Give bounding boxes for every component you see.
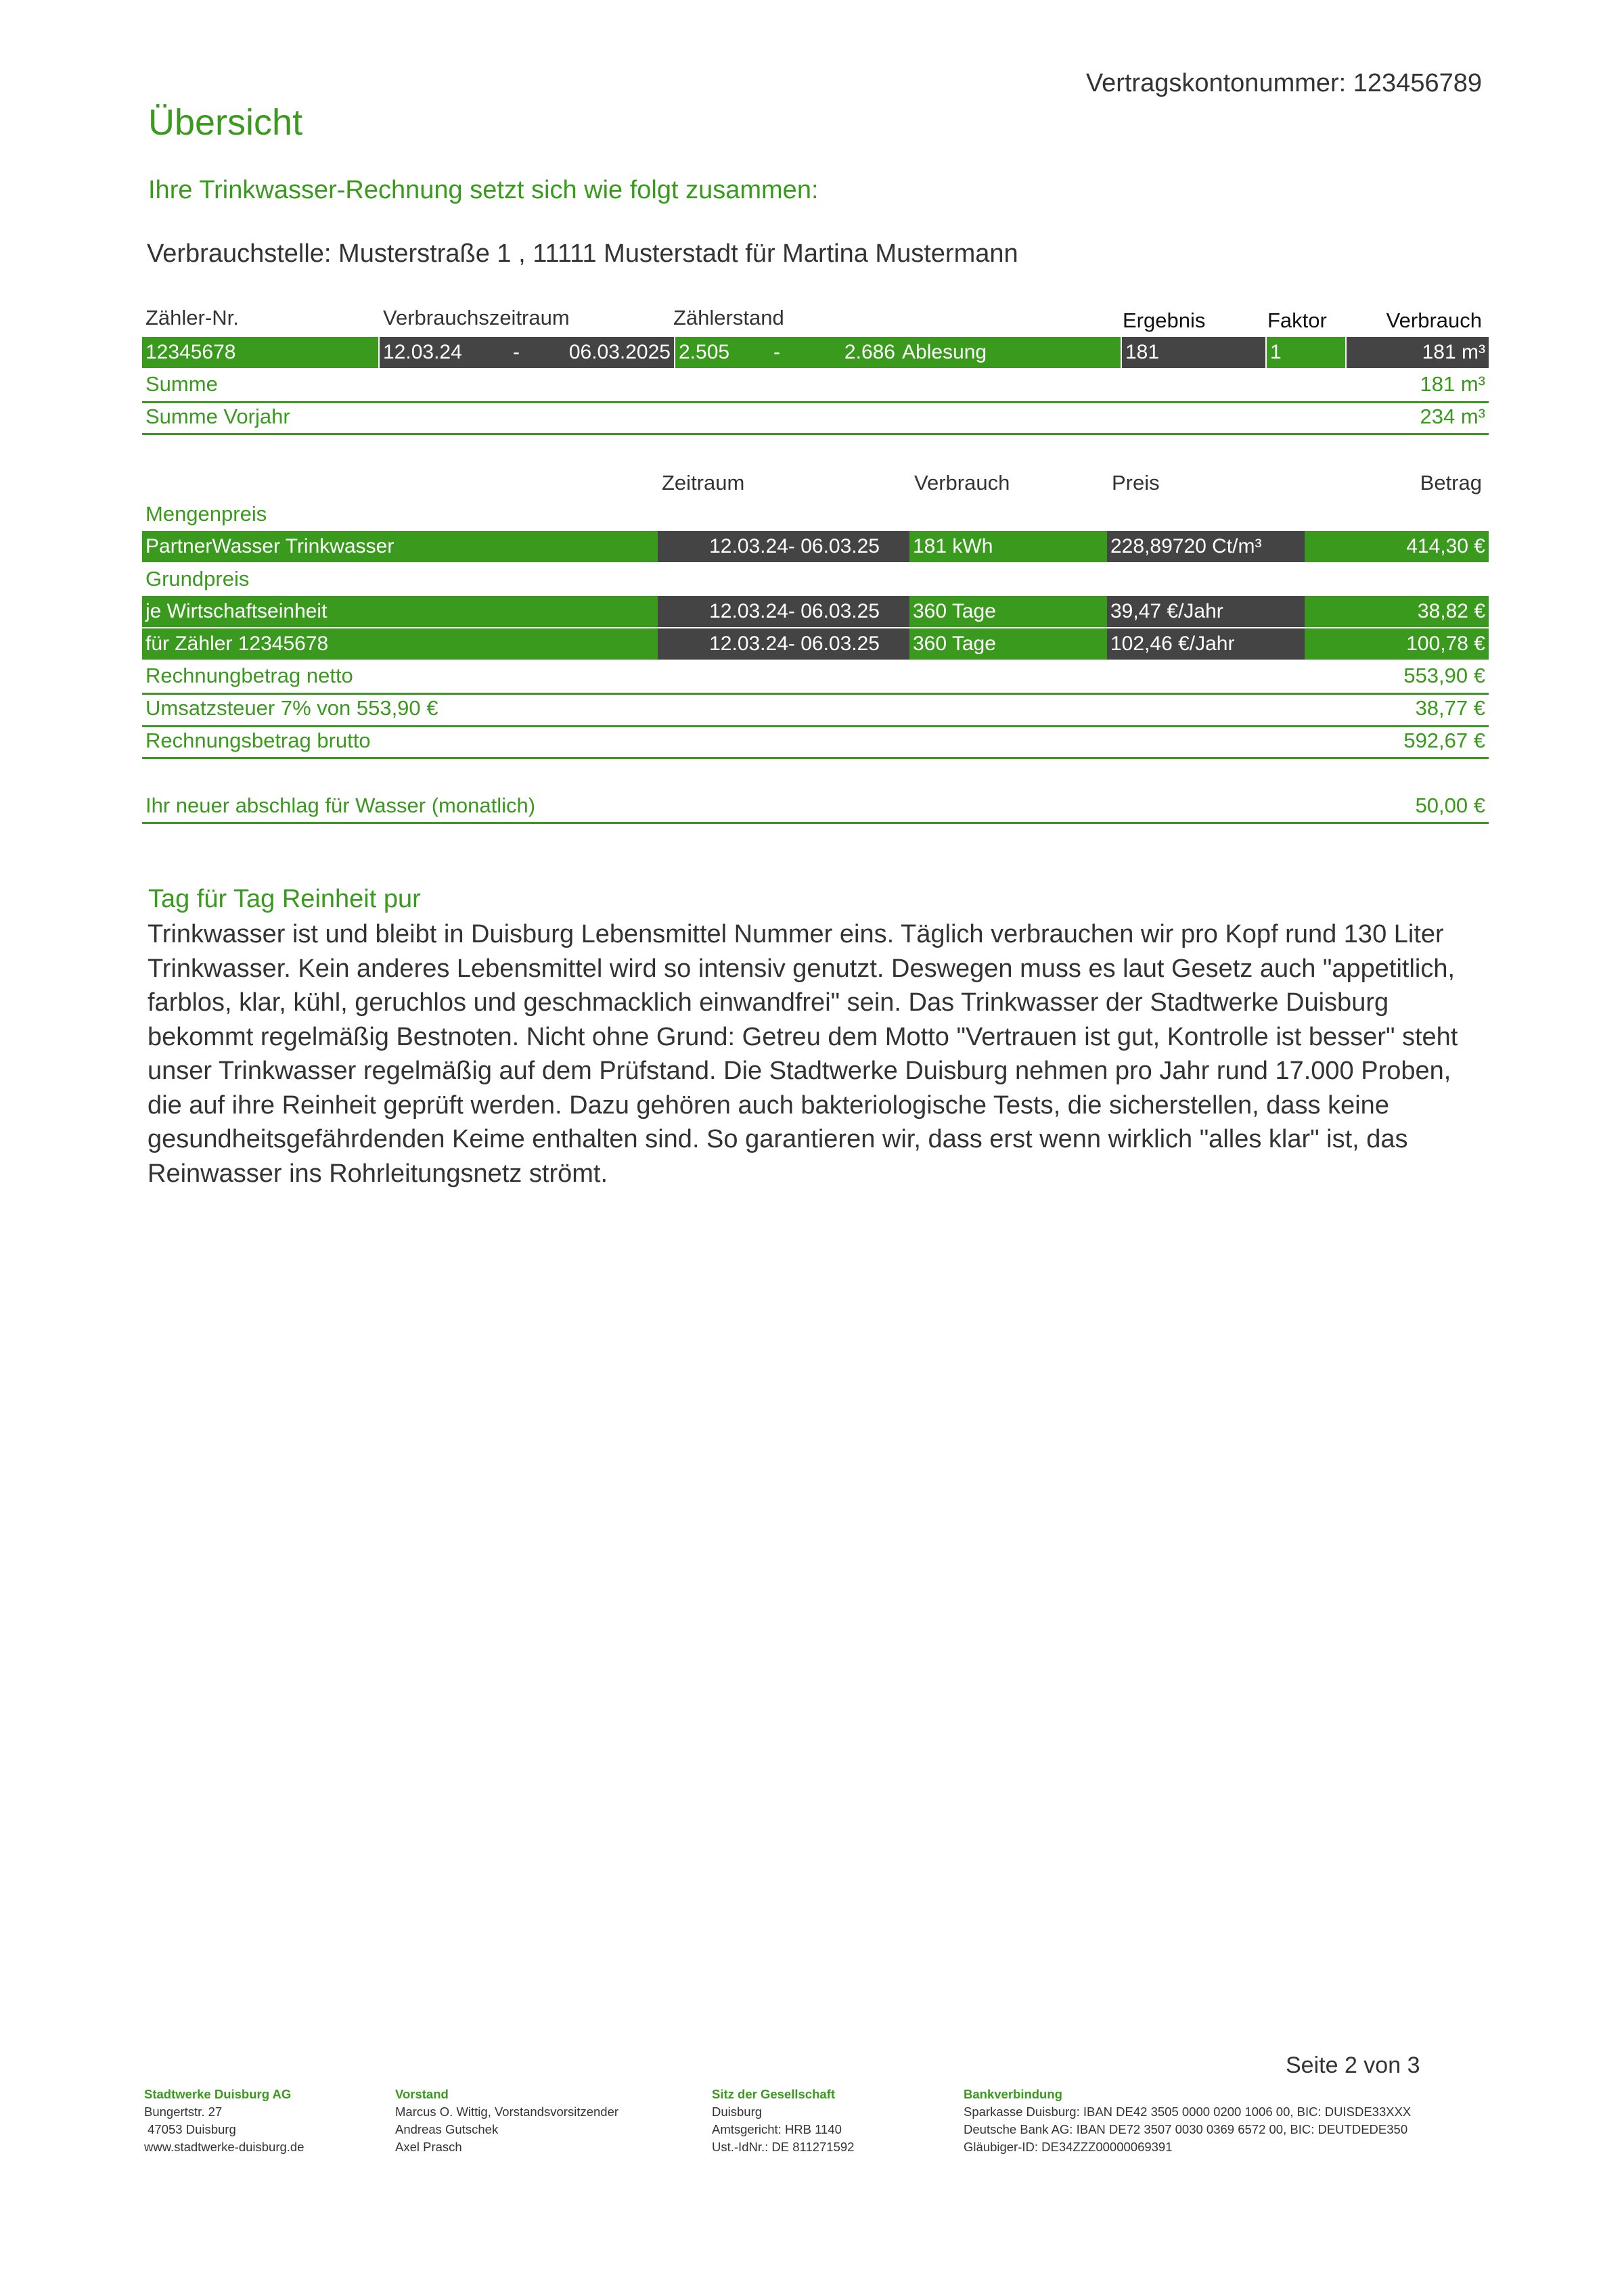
footer-bank-heading: Bankverbindung — [964, 2087, 1062, 2101]
prev-year-label: Summe Vorjahr — [145, 405, 290, 428]
price-item-period: 12.03.24- 06.03.25 — [658, 596, 909, 627]
price-item-price: 228,89720 Ct/m³ — [1107, 531, 1305, 562]
info-title: Tag für Tag Reinheit pur — [148, 885, 421, 913]
footer-board-line: Andreas Gutschek — [395, 2122, 499, 2136]
header-result: Ergebnis — [1123, 308, 1206, 332]
header-factor: Faktor — [1267, 308, 1327, 332]
price-item-amount: 100,78 € — [1305, 628, 1489, 660]
header-price: Preis — [1112, 471, 1160, 495]
reading-dash: - — [773, 341, 780, 363]
footer-seat-line: Amtsgericht: HRB 1140 — [712, 2122, 842, 2136]
page-number: Seite 2 von 3 — [1286, 2052, 1420, 2078]
divider — [142, 433, 1489, 435]
divider — [142, 693, 1489, 695]
period-from: 12.03.24 — [380, 337, 523, 368]
price-item-period: 12.03.24- 06.03.25 — [658, 531, 909, 562]
footer-company-heading: Stadtwerke Duisburg AG — [144, 2087, 292, 2101]
price-item-consumption: 360 Tage — [909, 628, 1107, 660]
header-amount: Betrag — [1420, 471, 1482, 495]
footer-bank-line: Deutsche Bank AG: IBAN DE72 3507 0030 0369 6572 00, BIC: DEUTDEDE350 — [964, 2122, 1408, 2136]
sum-label: Summe — [145, 372, 218, 396]
invoice-subtitle: Ihre Trinkwasser-Rechnung setzt sich wie folgt zusammen: — [148, 176, 819, 204]
header-meter-no: Zähler-Nr. — [145, 306, 239, 329]
consumption-value: 181 m³ — [1347, 337, 1489, 368]
footer-board-line: Marcus O. Wittig, Vorstandsvorsitzender — [395, 2105, 619, 2119]
meter-number: 12345678 — [142, 337, 378, 368]
price-item-amount: 38,82 € — [1305, 596, 1489, 627]
vat-label: Umsatzsteuer 7% von 553,90 € — [145, 696, 438, 720]
footer-company-website: www.stadtwerke-duisburg.de — [144, 2140, 304, 2154]
reading-to: 2.686 — [824, 337, 899, 368]
footer-bank-line: Gläubiger-ID: DE34ZZZ00000069391 — [964, 2140, 1173, 2154]
header-consumption: Verbrauch — [1386, 308, 1482, 332]
price-item-price: 102,46 €/Jahr — [1107, 628, 1305, 660]
installment-label: Ihr neuer abschlag für Wasser (monatlich) — [145, 794, 536, 817]
footer-company — [144, 2086, 304, 2156]
sum-value: 181 m³ — [1420, 372, 1485, 396]
footer-bank-line: Sparkasse Duisburg: IBAN DE42 3505 0000 0200 1006 00, BIC: DUISDE33XXX — [964, 2105, 1412, 2119]
prev-year-value: 234 m³ — [1420, 405, 1485, 428]
gross-label: Rechnungsbetrag brutto — [145, 729, 371, 752]
consumption-location: Verbrauchstelle: Musterstraße 1 , 11111 Musterstadt für Martina Mustermann — [147, 239, 1018, 268]
footer-seat-heading: Sitz der Gesellschaft — [712, 2087, 835, 2101]
price-item-amount: 414,30 € — [1305, 531, 1489, 562]
info-paragraph: Trinkwasser ist und bleibt in Duisburg Lebensmittel Nummer eins. Täglich verbrauchen wir pro Kopf rund 130 Liter Trinkwasser. Kein anderes Lebensmittel wird so intensiv genutzt. Deswegen muss es laut Gesetz auch "appetitlich, farblos, klar, kühl, geruchlos und geschmacklich einwandfrei" sein. Das Trinkwasser der Stadtwerke Duisburg bekommt regelmäßig Bestnoten. Nicht ohne Grund: Getreu dem Motto "Vertrauen ist gut, Kontrolle ist besser" steht unser Trinkwasser regelmäßig auf dem Prüfstand. Die Stadtwerke Duisburg nehmen pro Jahr rund 17.000 Proben, die auf ihre Reinheit geprüft werden. Dazu gehören auch bakteriologische Tests, die sicherstellen, dass keine gesundheitsgefährdenden Keime enthalten sind. So garantieren wir, dass erst wenn wirklich "alles klar" ist, das Reinwasser ins Rohrleitungsnetz strömt. — [148, 920, 1458, 1188]
price-row-grundpreis — [142, 596, 1489, 627]
page-title: Übersicht — [148, 102, 303, 143]
header-price-period: Zeitraum — [662, 471, 745, 495]
price-item-price: 39,47 €/Jahr — [1107, 596, 1305, 627]
reading-type: Ablesung — [899, 337, 1121, 368]
grundpreis-label: Grundpreis — [145, 567, 250, 591]
price-item-consumption: 181 kWh — [909, 531, 1107, 562]
net-value: 553,90 € — [1403, 664, 1485, 687]
price-item-name: je Wirtschaftseinheit — [142, 596, 658, 627]
net-label: Rechnungbetrag netto — [145, 664, 353, 687]
installment-value: 50,00 € — [1415, 794, 1485, 817]
result-value: 181 — [1122, 337, 1265, 368]
footer-bank — [964, 2086, 1411, 2156]
footer-company-city: 47053 Duisburg — [144, 2122, 236, 2136]
reading-from: 2.505 — [675, 337, 824, 368]
header-reading: Zählerstand — [673, 306, 784, 329]
price-row-grundpreis — [142, 628, 1489, 660]
period-to: 06.03.2025 — [523, 337, 674, 368]
divider — [142, 757, 1489, 759]
period-dash: - — [513, 341, 520, 363]
footer-seat-line: Duisburg — [712, 2105, 763, 2119]
footer-seat — [712, 2086, 854, 2156]
footer-board-line: Axel Prasch — [395, 2140, 462, 2154]
divider — [142, 822, 1489, 824]
account-number: Vertragskontonummer: 123456789 — [1085, 69, 1482, 97]
meter-row — [142, 337, 1489, 368]
footer-board-heading: Vorstand — [395, 2087, 449, 2101]
price-row-mengenpreis — [142, 531, 1489, 562]
vat-value: 38,77 € — [1415, 696, 1485, 720]
mengenpreis-label: Mengenpreis — [145, 502, 267, 526]
footer-seat-line: Ust.-IdNr.: DE 811271592 — [712, 2140, 855, 2154]
header-price-consumption: Verbrauch — [914, 471, 1010, 495]
divider — [142, 725, 1489, 727]
footer-board — [395, 2086, 618, 2156]
divider — [142, 401, 1489, 403]
price-item-name: PartnerWasser Trinkwasser — [142, 531, 658, 562]
factor-value: 1 — [1267, 337, 1345, 368]
price-item-consumption: 360 Tage — [909, 596, 1107, 627]
header-period: Verbrauchszeitraum — [383, 306, 570, 329]
price-item-name: für Zähler 12345678 — [142, 628, 658, 660]
price-item-period: 12.03.24- 06.03.25 — [658, 628, 909, 660]
gross-value: 592,67 € — [1403, 729, 1485, 752]
footer-company-street: Bungertstr. 27 — [144, 2105, 223, 2119]
